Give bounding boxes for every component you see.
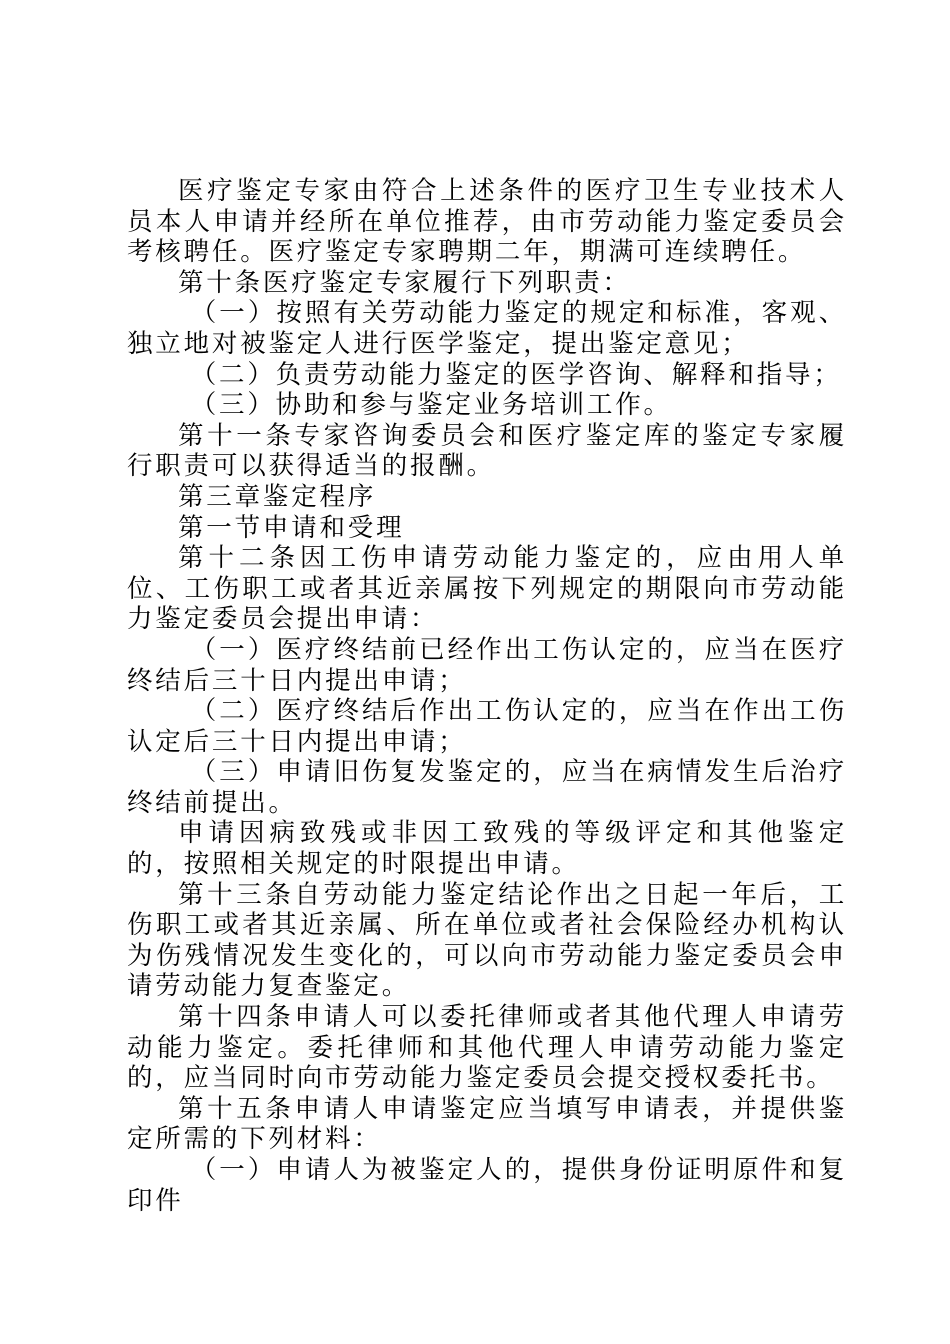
paragraph-article-10-item-1: （一）按照有关劳动能力鉴定的规定和标准，客观、独立地对被鉴定人进行医学鉴定，提出鉴定意见； [127, 298, 847, 359]
document-body [127, 176, 847, 1216]
paragraph-article-12-item-3: （三）申请旧伤复发鉴定的，应当在病情发生后治疗终结前提出。 [127, 757, 847, 818]
paragraph-illness-disability: 申请因病致残或非因工致残的等级评定和其他鉴定的，按照相关规定的时限提出申请。 [127, 818, 847, 880]
paragraph-article-15: 第十五条申请人申请鉴定应当填写申请表，并提供鉴定所需的下列材料： [127, 1093, 847, 1155]
paragraph-article-12-item-2: （二）医疗终结后作出工伤认定的，应当在作出工伤认定后三十日内提出申请； [127, 696, 847, 757]
paragraph-article-15-item-1: （一）申请人为被鉴定人的，提供身份证明原件和复印件 [127, 1155, 847, 1216]
chapter-heading: 第三章鉴定程序 [178, 481, 377, 512]
paragraph-expert-appointment: 医疗鉴定专家由符合上述条件的医疗卫生专业技术人员本人申请并经所在单位推荐，由市劳动能力鉴定委员会考核聘任。医疗鉴定专家聘期二年，期满可连续聘任。 [127, 176, 847, 268]
paragraph-article-11: 第十一条专家咨询委员会和医疗鉴定库的鉴定专家履行职责可以获得适当的报酬。 [127, 420, 847, 482]
paragraph-article-10-item-3: （三）协助和参与鉴定业务培训工作。 [190, 390, 672, 421]
section-heading: 第一节申请和受理 [178, 512, 405, 543]
paragraph-article-10-item-2: （二）负责劳动能力鉴定的医学咨询、解释和指导； [190, 359, 842, 390]
paragraph-article-12: 第十二条因工伤申请劳动能力鉴定的，应由用人单位、工伤职工或者其近亲属按下列规定的期限向市劳动能力鉴定委员会提出申请： [127, 543, 847, 635]
paragraph-article-13: 第十三条自劳动能力鉴定结论作出之日起一年后，工伤职工或者其近亲属、所在单位或者社会保险经办机构认为伤残情况发生变化的，可以向市劳动能力鉴定委员会申请劳动能力复查鉴定。 [127, 879, 847, 1002]
paragraph-article-14: 第十四条申请人可以委托律师或者其他代理人申请劳动能力鉴定。委托律师和其他代理人申请劳动能力鉴定的，应当同时向市劳动能力鉴定委员会提交授权委托书。 [127, 1002, 847, 1094]
paragraph-article-12-item-1: （一）医疗终结前已经作出工伤认定的，应当在医疗终结后三十日内提出申请； [127, 634, 847, 696]
paragraph-article-10: 第十条医疗鉴定专家履行下列职责： [178, 267, 631, 298]
